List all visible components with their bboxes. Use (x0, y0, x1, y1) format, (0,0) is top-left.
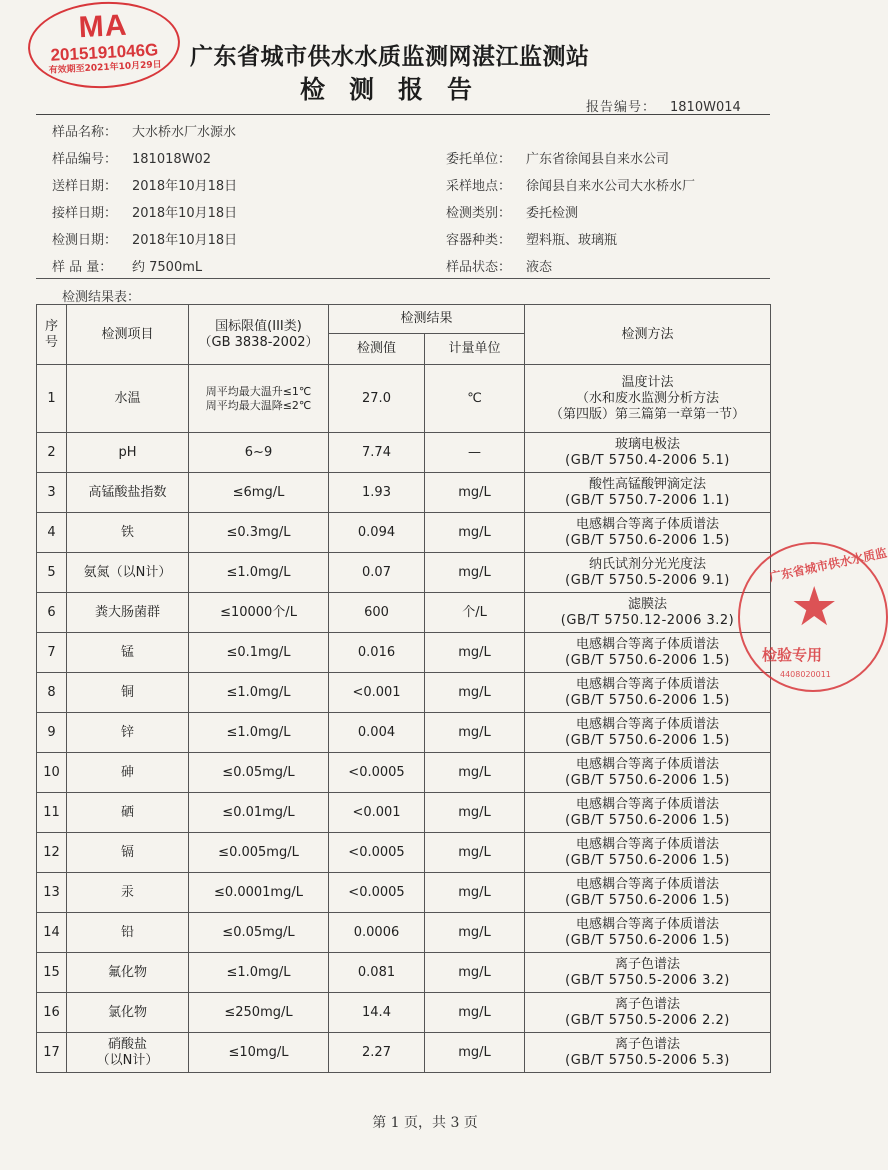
table-row (37, 593, 771, 633)
cell-item: 氯化物 (67, 993, 189, 1033)
cell-method (525, 513, 771, 553)
cell-item: 粪大肠菌群 (67, 593, 189, 633)
cma-code: 2015191046G (50, 40, 159, 65)
cell-limit: ≤1.0mg/L (189, 553, 329, 593)
table-row (37, 873, 771, 913)
cell-item: 铁 (67, 513, 189, 553)
cell-method (525, 753, 771, 793)
cell-value: 0.0006 (329, 913, 425, 953)
method-name: 玻璃电极法 (615, 436, 681, 452)
table-row (37, 793, 771, 833)
cell-no: 3 (37, 473, 67, 513)
cell-method (525, 713, 771, 753)
table-row (37, 713, 771, 753)
cell-no: 17 (37, 1033, 67, 1073)
method-ref: (GB/T 5750.4-2006 5.1) (565, 452, 730, 468)
cell-value: 0.016 (329, 633, 425, 673)
method-ref: (GB/T 5750.5-2006 9.1) (565, 572, 730, 588)
table-row (37, 1033, 771, 1073)
info-divider (36, 278, 770, 279)
cell-method (525, 473, 771, 513)
cell-unit: mg/L (425, 993, 525, 1033)
inspection-stamp-label: 检验专用 (762, 646, 823, 664)
cell-no: 14 (37, 913, 67, 953)
cell-method (525, 873, 771, 913)
info-value: 约 7500mL (132, 260, 203, 275)
cell-item-line1: 硝酸盐 (107, 1036, 147, 1052)
info-quantity (52, 256, 202, 275)
cell-unit: mg/L (425, 913, 525, 953)
info-label: 采样地点： (446, 179, 512, 194)
star-icon: ★ (790, 575, 839, 638)
table-row (37, 913, 771, 953)
table-row (37, 833, 771, 873)
table-row (37, 953, 771, 993)
method-ref: (GB/T 5750.12-2006 3.2) (560, 612, 735, 628)
cell-limit: ≤6mg/L (189, 473, 329, 513)
cell-limit (189, 365, 329, 433)
header-no: 序号 (37, 305, 67, 365)
cell-limit: ≤0.05mg/L (189, 913, 329, 953)
info-category (446, 202, 578, 221)
cell-limit: ≤10000个/L (189, 593, 329, 633)
cell-value: <0.0005 (329, 833, 425, 873)
cell-limit: ≤0.3mg/L (189, 513, 329, 553)
header-limit (189, 305, 329, 365)
cell-item: 硒 (67, 793, 189, 833)
organization-title: 广东省城市供水水质监测网湛江监测站 (190, 43, 590, 70)
table-row (37, 673, 771, 713)
cell-value: 0.07 (329, 553, 425, 593)
cell-unit: mg/L (425, 713, 525, 753)
method-ref: (GB/T 5750.6-2006 1.5) (565, 532, 730, 548)
cell-item: 锰 (67, 633, 189, 673)
cell-limit: ≤0.0001mg/L (189, 873, 329, 913)
method-ref: (GB/T 5750.5-2006 2.2) (565, 1012, 730, 1028)
cell-unit: mg/L (425, 633, 525, 673)
cell-value: 27.0 (329, 365, 425, 433)
cell-method (525, 433, 771, 473)
info-label: 检测日期： (52, 233, 118, 248)
method-name: 电感耦合等离子体质谱法 (576, 916, 720, 932)
cell-value: 7.74 (329, 433, 425, 473)
cell-method (525, 833, 771, 873)
cell-limit: 6~9 (189, 433, 329, 473)
cell-unit: mg/L (425, 793, 525, 833)
table-row (37, 993, 771, 1033)
method-ref: (GB/T 5750.5-2006 3.2) (565, 972, 730, 988)
cell-unit: mg/L (425, 553, 525, 593)
method-name: 电感耦合等离子体质谱法 (576, 756, 720, 772)
info-label: 委托单位： (446, 152, 512, 167)
cell-value: <0.0005 (329, 873, 425, 913)
cell-item: 砷 (67, 753, 189, 793)
cell-method (525, 673, 771, 713)
method-name: 离子色谱法 (615, 956, 681, 972)
cell-limit-line1: 周平均最大温升≤1℃ (205, 384, 312, 398)
cma-logo: MA (77, 8, 129, 45)
table-row (37, 473, 771, 513)
info-value: 2018年10月18日 (132, 206, 238, 221)
cell-unit: — (425, 433, 525, 473)
report-number (586, 96, 741, 115)
cell-limit: ≤1.0mg/L (189, 713, 329, 753)
table-row (37, 633, 771, 673)
cma-stamp (26, 0, 182, 92)
cell-method (525, 365, 771, 433)
cell-no: 15 (37, 953, 67, 993)
info-label: 样 品 量： (52, 260, 113, 275)
cell-item: 氨氮（以N计） (67, 553, 189, 593)
cell-limit: ≤1.0mg/L (189, 673, 329, 713)
cell-method (525, 593, 771, 633)
header-limit-line2: （GB 3838-2002） (198, 334, 319, 350)
cell-no: 8 (37, 673, 67, 713)
cell-limit: ≤0.1mg/L (189, 633, 329, 673)
cell-item: 高锰酸盐指数 (67, 473, 189, 513)
method-name: 离子色谱法 (615, 996, 681, 1012)
results-table (36, 304, 771, 1073)
cma-validity: 有效期至2021年10月29日 (48, 60, 162, 76)
cell-no: 16 (37, 993, 67, 1033)
cell-value: <0.0005 (329, 753, 425, 793)
cell-limit: ≤10mg/L (189, 1033, 329, 1073)
method-ref: (GB/T 5750.6-2006 1.5) (565, 852, 730, 868)
table-row (37, 753, 771, 793)
cell-item: 铜 (67, 673, 189, 713)
cell-method (525, 553, 771, 593)
table-row (37, 553, 771, 593)
method-ref: (GB/T 5750.7-2006 1.1) (565, 492, 730, 508)
method-ref: (GB/T 5750.6-2006 1.5) (565, 812, 730, 828)
cell-unit: 个/L (425, 593, 525, 633)
cell-limit: ≤0.05mg/L (189, 753, 329, 793)
header-unit: 计量单位 (425, 334, 525, 365)
cell-value: 600 (329, 593, 425, 633)
cell-no: 9 (37, 713, 67, 753)
header-divider (36, 114, 770, 115)
cell-no: 12 (37, 833, 67, 873)
info-container (446, 229, 617, 248)
header-value: 检测值 (329, 334, 425, 365)
cell-method (525, 633, 771, 673)
header-result: 检测结果 (329, 305, 525, 334)
cell-limit: ≤0.01mg/L (189, 793, 329, 833)
cell-item: 铅 (67, 913, 189, 953)
info-value: 塑料瓶、玻璃瓶 (526, 233, 618, 248)
method-name: 电感耦合等离子体质谱法 (576, 676, 720, 692)
method-ref: (GB/T 5750.6-2006 1.5) (565, 772, 730, 788)
header-limit-line1: 国标限值(III类) (215, 318, 302, 334)
report-number-value: 1810W014 (670, 100, 741, 115)
cell-value: 14.4 (329, 993, 425, 1033)
method-name: 电感耦合等离子体质谱法 (576, 516, 720, 532)
cell-value: <0.001 (329, 673, 425, 713)
info-sample-no (52, 148, 211, 167)
method-name: 温度计法 (621, 374, 674, 390)
cell-no: 7 (37, 633, 67, 673)
cell-limit: ≤0.005mg/L (189, 833, 329, 873)
method-name: 离子色谱法 (615, 1036, 681, 1052)
info-value: 大水桥水厂水源水 (132, 125, 237, 140)
cell-value: 0.004 (329, 713, 425, 753)
report-title: 检测报告 (300, 75, 497, 104)
cell-unit: mg/L (425, 953, 525, 993)
info-send-date (52, 175, 237, 194)
results-table-label: 检测结果表： (62, 290, 141, 305)
cell-no: 1 (37, 365, 67, 433)
header-item: 检测项目 (67, 305, 189, 365)
cell-unit: mg/L (425, 1033, 525, 1073)
info-value: 2018年10月18日 (132, 233, 238, 248)
cell-unit: mg/L (425, 673, 525, 713)
cell-value: 1.93 (329, 473, 425, 513)
table-row (37, 433, 771, 473)
cell-value: 0.081 (329, 953, 425, 993)
cell-method (525, 953, 771, 993)
info-client (446, 148, 669, 167)
cell-no: 5 (37, 553, 67, 593)
method-ref: (GB/T 5750.6-2006 1.5) (565, 732, 730, 748)
info-receive-date (52, 202, 237, 221)
method-name: 电感耦合等离子体质谱法 (576, 716, 720, 732)
info-value: 委托检测 (526, 206, 579, 221)
info-state (446, 256, 552, 275)
method-ref: (GB/T 5750.6-2006 1.5) (565, 652, 730, 668)
method-ref-line1: （水和废水监测分析方法 (576, 390, 720, 406)
info-value: 181018W02 (132, 152, 212, 167)
cell-method (525, 1033, 771, 1073)
method-name: 纳氏试剂分光光度法 (589, 556, 707, 572)
page-footer: 第 1 页，共 3 页 (372, 1115, 478, 1131)
cell-no: 10 (37, 753, 67, 793)
info-value: 徐闻县自来水公司大水桥水厂 (526, 179, 696, 194)
method-name: 电感耦合等离子体质谱法 (576, 836, 720, 852)
info-label: 样品状态： (446, 260, 512, 275)
method-name: 电感耦合等离子体质谱法 (576, 796, 720, 812)
inspection-stamp-number: 4408020011 (780, 670, 831, 679)
cell-item: pH (67, 433, 189, 473)
cell-no: 2 (37, 433, 67, 473)
report-number-label: 报告编号： (586, 100, 657, 115)
table-row (37, 513, 771, 553)
info-value: 2018年10月18日 (132, 179, 238, 194)
cell-method (525, 793, 771, 833)
cell-no: 11 (37, 793, 67, 833)
cell-item: 氟化物 (67, 953, 189, 993)
cell-unit: mg/L (425, 513, 525, 553)
cell-no: 4 (37, 513, 67, 553)
info-label: 样品编号： (52, 152, 118, 167)
cell-item (67, 1033, 189, 1073)
method-name: 滤膜法 (628, 596, 668, 612)
cell-method (525, 913, 771, 953)
cell-item: 汞 (67, 873, 189, 913)
method-ref-line2: （第四版）第三篇第一章第一节） (550, 406, 746, 422)
method-ref: (GB/T 5750.6-2006 1.5) (565, 892, 730, 908)
info-label: 送样日期： (52, 179, 118, 194)
cell-limit-line2: 周平均最大温降≤2℃ (205, 398, 312, 412)
cell-value: 2.27 (329, 1033, 425, 1073)
cell-unit: mg/L (425, 873, 525, 913)
method-ref: (GB/T 5750.5-2006 5.3) (565, 1052, 730, 1068)
info-sample-name (52, 121, 236, 140)
table-header-row (37, 305, 771, 334)
inspection-stamp (738, 542, 888, 692)
info-value: 液态 (526, 260, 553, 275)
cell-limit: ≤1.0mg/L (189, 953, 329, 993)
inspection-stamp-ring-text: 广东省城市供水水质监 (767, 545, 888, 585)
cell-no: 13 (37, 873, 67, 913)
cell-unit: mg/L (425, 753, 525, 793)
cell-limit: ≤250mg/L (189, 993, 329, 1033)
cell-unit: mg/L (425, 833, 525, 873)
cell-no: 6 (37, 593, 67, 633)
cell-unit: ℃ (425, 365, 525, 433)
info-value: 广东省徐闻县自来水公司 (526, 152, 670, 167)
method-name: 酸性高锰酸钾滴定法 (589, 476, 707, 492)
info-label: 容器种类： (446, 233, 512, 248)
info-label: 接样日期： (52, 206, 118, 221)
cell-item-line2: （以N计） (96, 1052, 159, 1068)
info-label: 检测类别： (446, 206, 512, 221)
header-method: 检测方法 (525, 305, 771, 365)
info-label: 样品名称： (52, 125, 118, 140)
info-test-date (52, 229, 237, 248)
cell-item: 镉 (67, 833, 189, 873)
method-ref: (GB/T 5750.6-2006 1.5) (565, 692, 730, 708)
cell-item: 锌 (67, 713, 189, 753)
info-site (446, 175, 695, 194)
cell-value: <0.001 (329, 793, 425, 833)
cell-item: 水温 (67, 365, 189, 433)
cell-value: 0.094 (329, 513, 425, 553)
method-name: 电感耦合等离子体质谱法 (576, 636, 720, 652)
table-row (37, 365, 771, 433)
method-ref: (GB/T 5750.6-2006 1.5) (565, 932, 730, 948)
cell-method (525, 993, 771, 1033)
method-name: 电感耦合等离子体质谱法 (576, 876, 720, 892)
cell-unit: mg/L (425, 473, 525, 513)
